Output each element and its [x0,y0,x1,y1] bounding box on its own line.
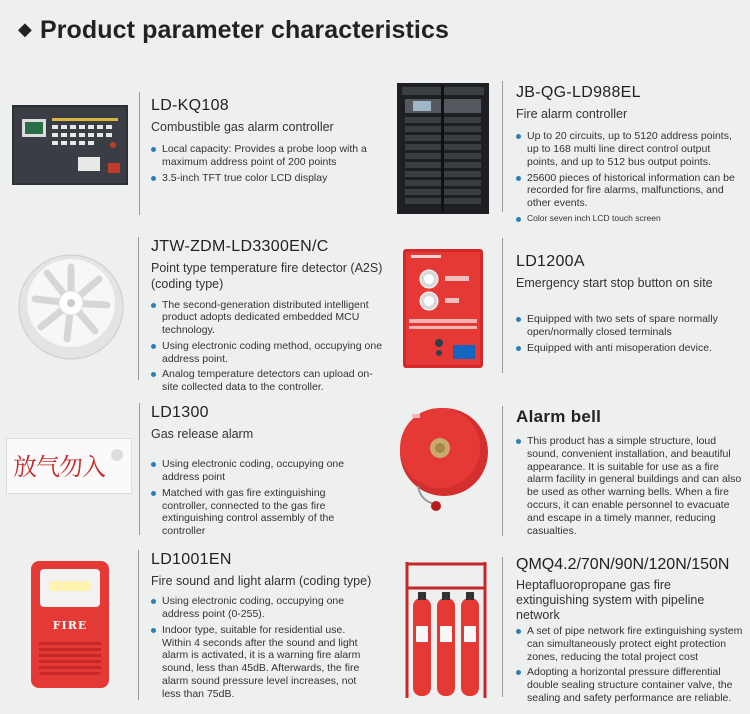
divider-line [138,237,139,380]
product-name: Combustible gas alarm controller [151,120,334,134]
feature-item: Equipped with two sets of spare normally open/normally closed terminals [516,313,738,339]
feature-item: Local capacity: Provides a probe loop with a maximum address point of 200 points [151,143,376,169]
divider-line [139,403,140,535]
sound-light-alarm-image [31,561,109,688]
product-model: Alarm bell [516,407,602,426]
page-title-text: Product parameter characteristics [39,16,449,44]
feature-item: 3.5-inch TFT true color LCD display [151,172,376,185]
gas-release-sign-image [6,438,132,494]
fire-alarm-controller-cabinet-image [397,83,489,214]
product-model: JB-QG-LD988EL [516,84,641,101]
feature-item: Using electronic coding, occupying one address point (0-255). [151,595,373,621]
divider-line [139,92,140,215]
feature-item: Using electronic coding, occupying one address point [151,458,367,484]
feature-item: A set of pipe network fire extinguishing system can simultaneously protect eight protection zones, reducing the total project cost [516,625,746,663]
feature-item: Using electronic coding method, occupying one address point. [151,340,383,366]
feature-item: Indoor type, suitable for residential use. Within 4 seconds after the sound and light alarm is activated, it is a warning fire alarm sound, less than 45dB. Afterwards, the fire alarm sound pressure level increases, not less than 75dB. [151,624,373,701]
feature-item: Matched with gas fire extinguishing controller, connected to the gas fire extinguishing control assembly of the controller [151,487,367,538]
divider-line [502,557,503,697]
divider-line [502,406,503,536]
product-model: LD1001EN [151,551,232,568]
divider-line [502,238,503,373]
product-name: Gas release alarm [151,427,254,441]
feature-item: The second-generation distributed intelligent product adopts dedicated embedded MCU technology. [151,299,383,337]
product-name: Fire alarm controller [516,107,628,121]
diamond-icon: ◆ [18,19,32,39]
feature-item: Equipped with anti misoperation device. [516,342,738,355]
indicator-light [111,449,123,461]
feature-item: Up to 20 circuits, up to 5120 address points, up to 168 multi line direct control output points, and up to 512 bus output points. [516,130,738,168]
temperature-detector-image [17,245,125,363]
product-name: Heptafluoropropane gas fire extinguishing system with pipeline network [516,578,705,622]
product-model: LD1200A [516,253,585,270]
divider-line [138,550,139,700]
product-name: Emergency start stop button on site [516,276,713,290]
product-model: LD-KQ108 [151,97,229,114]
page-title [18,16,449,45]
speaker-grille [39,639,101,675]
product-name: Point type temperature fire detector (A2S) (coding type) [151,261,383,292]
feature-item: Color seven inch LCD touch screen [516,213,738,223]
device-label: FIRE [52,619,88,632]
gas-extinguishing-system-image [403,558,489,700]
product-model: JTW-ZDM-LD3300EN/C [151,238,329,255]
product-name: Fire sound and light alarm (coding type) [151,574,372,588]
divider-line [502,81,503,212]
feature-item: 25600 pieces of historical information can be recorded for fire alarms, malfunctions, and other events. [516,172,738,210]
gas-alarm-controller-image [12,105,128,185]
product-model: QMQ4.2/70N/90N/120N/150N [516,556,730,573]
sign-text: 放气勿入 [13,453,105,481]
emergency-button-image [403,249,483,368]
feature-item: This product has a simple structure, loud sound, convenient installation, and beautiful appearance. It is suitable for use as a fire alarm facility in general buildings and can also be used as other warning bells. When a fire occurs, it can enable personnel to evacuate and escape in a timely manner, reducing casualties. [516,435,744,537]
strobe-bulbs [49,581,91,591]
alarm-bell-image [398,404,490,512]
product-model: LD1300 [151,404,209,421]
feature-item: Analog temperature detectors can upload on-site collected data to the controller. [151,368,383,394]
feature-item: Adopting a horizontal pressure differential double sealing structure container valve, the sealing and safety performance are reliable. [516,666,746,704]
